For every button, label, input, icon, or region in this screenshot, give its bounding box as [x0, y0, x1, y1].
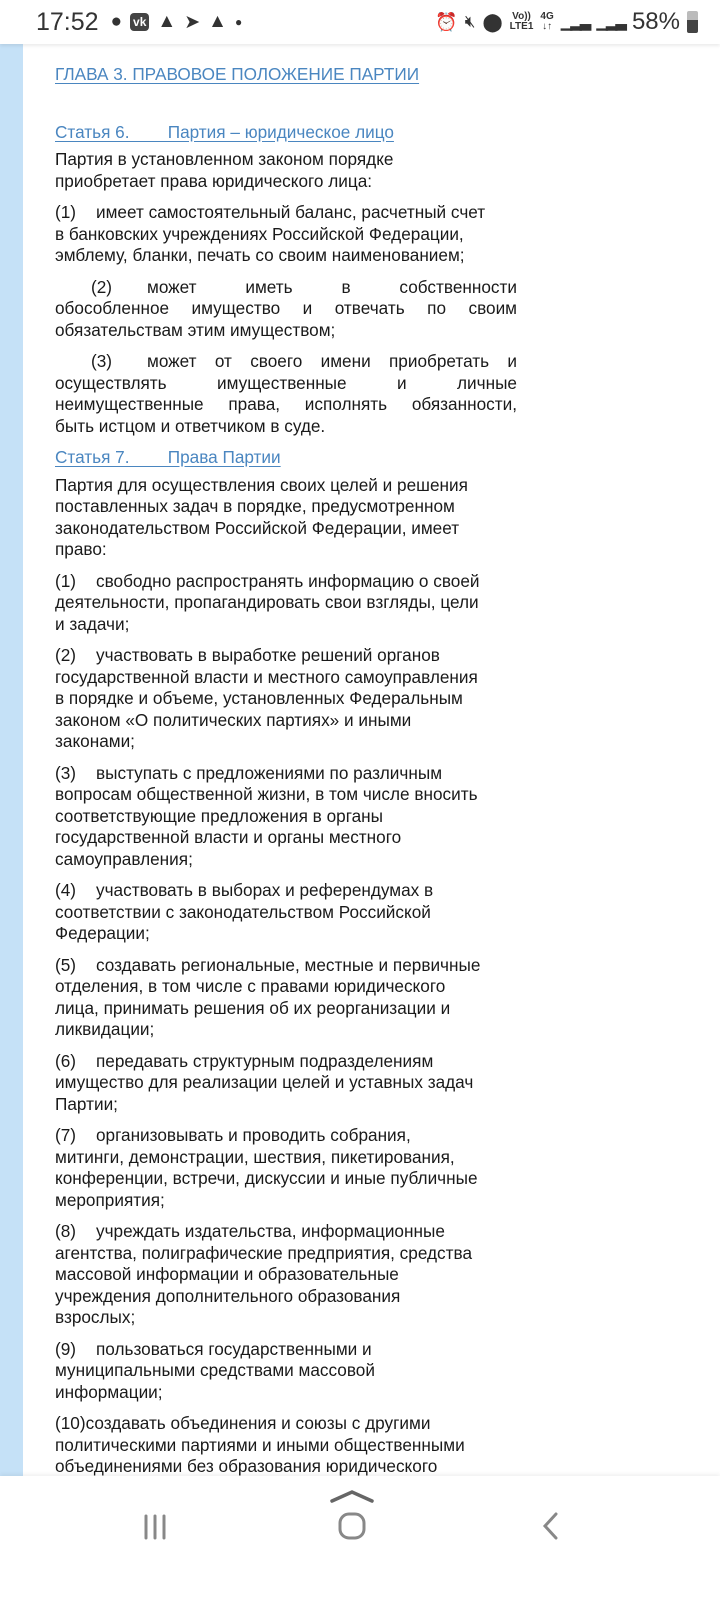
text-line: Партия для осуществления своих целей и решения: [55, 474, 468, 495]
paragraph: [55, 475, 517, 561]
text-line: массовой информации и образовательные: [55, 1264, 399, 1284]
item-text: участвовать в выработке решений органов: [96, 645, 440, 665]
warning-icon: ▲: [208, 11, 227, 32]
list-item: [55, 1125, 517, 1211]
item-number: (3): [91, 351, 113, 371]
list-item: [55, 1221, 517, 1329]
text-line: взрослых;: [55, 1307, 136, 1327]
text-line: [55, 645, 517, 667]
item-number: (9): [55, 1338, 77, 1359]
text-line: поставленных задач в порядке, предусмотренном: [55, 496, 455, 516]
chapter-title-link[interactable]: ГЛАВА 3. ПРАВОВОЕ ПОЛОЖЕНИЕ ПАРТИИ: [55, 64, 420, 84]
expand-up-icon[interactable]: [328, 1488, 376, 1504]
item-text: учреждать издательства, информационные: [96, 1221, 445, 1241]
list-item: [55, 880, 517, 945]
text-line: лица, принимать решения об их реорганизации и: [55, 997, 451, 1018]
text-line: [55, 277, 517, 299]
item-text: выступать с предложениями по различным: [96, 762, 443, 783]
signal-icon: ▁▂▃: [596, 14, 625, 31]
text-line: и задачи;: [55, 613, 130, 634]
text-line: [55, 1221, 517, 1243]
item-number: (2): [91, 276, 113, 297]
text-line: Партия в установленном законом порядке: [55, 149, 394, 169]
text-line: законами;: [55, 731, 135, 751]
text-line: приобретает права юридического лица:: [55, 170, 373, 191]
back-button[interactable]: [538, 1510, 562, 1542]
item-number: (5): [55, 954, 77, 975]
list-item: [55, 645, 517, 753]
list-item: [55, 763, 517, 871]
item-number: (3): [55, 762, 77, 783]
volte-indicator: Vo)) LTE1: [509, 11, 534, 32]
item-number: (8): [55, 1221, 77, 1241]
text-line: государственной власти и органы местного: [55, 827, 402, 847]
warning-icon: ▲: [157, 11, 177, 32]
item-text: свободно распространять информацию о своей: [96, 570, 480, 591]
item-number: (10): [55, 1413, 86, 1433]
text-line: отделения, в том числе с правами юридического: [55, 976, 446, 996]
item-number: (1): [55, 570, 77, 591]
list-item: [55, 571, 517, 636]
text-line: Федерации;: [55, 923, 150, 943]
item-text: имеет самостоятельный баланс, расчетный счет: [96, 202, 486, 222]
text-line: быть истцом и ответчиком в суде.: [55, 415, 326, 436]
article-6-body: [55, 149, 517, 437]
article-7-title-link[interactable]: Статья 7. Права Партии: [55, 447, 281, 467]
text-line: информации;: [55, 1381, 163, 1402]
item-text: создавать объединения и союзы с другими: [85, 1413, 431, 1433]
telegram-icon: ➤: [184, 11, 201, 33]
text-line: митинги, демонстрации, шествия, пикетирования,: [55, 1146, 455, 1167]
text-line: [55, 1125, 517, 1147]
home-button[interactable]: [336, 1510, 368, 1542]
text-line: учреждения дополнительного образования: [55, 1285, 401, 1306]
text-line: обязательствам этим имуществом;: [55, 319, 336, 340]
navigation-bar: [0, 1476, 720, 1600]
text-line: муниципальными средствами массовой: [55, 1360, 375, 1380]
text-line: вопросам общественной жизни, в том числе вносить: [55, 784, 478, 804]
item-text: участвовать в выборах и референдумах в: [96, 880, 434, 900]
item-text: создавать региональные, местные и первичные: [96, 954, 481, 975]
message-icon: ●: [110, 11, 123, 32]
text-line: соответствующие предложения в органы: [55, 805, 383, 826]
article-7-body: [55, 475, 517, 1500]
text-line: законодательством Российской Федерации, имеет: [55, 517, 460, 538]
item-number: (1): [55, 202, 77, 222]
document-content[interactable]: [55, 62, 517, 1476]
list-item: [55, 1339, 517, 1404]
list-item: [55, 351, 517, 437]
text-line: мероприятия;: [55, 1189, 165, 1210]
text-line: самоуправления;: [55, 848, 193, 869]
text-line: [55, 1413, 517, 1435]
text-line: Партии;: [55, 1093, 118, 1114]
text-line: соответствии с законодательством Российской: [55, 901, 431, 922]
network-indicator: 4G ↓↑: [540, 11, 554, 32]
paragraph: [55, 149, 517, 192]
article-6-title-link[interactable]: Статья 6. Партия – юридическое лицо: [55, 121, 394, 142]
vk-icon: vk: [130, 13, 149, 31]
status-bar: [0, 0, 720, 44]
text-line: политическими партиями и иными общественными: [55, 1434, 465, 1455]
item-text: передавать структурным подразделениям: [96, 1050, 434, 1071]
text-line: эмблему, бланки, печать со своим наименованием;: [55, 245, 465, 265]
location-icon: ⬤: [482, 11, 503, 32]
battery-percent: 58%: [631, 8, 680, 35]
battery-icon: [687, 11, 698, 33]
item-text: пользоваться государственными и: [96, 1338, 372, 1359]
text-line: в банковских учреждениях Российской Федерации,: [55, 223, 464, 244]
text-line: [55, 880, 517, 902]
list-item: [55, 1051, 517, 1116]
item-number: (2): [55, 645, 77, 665]
text-line: право:: [55, 539, 107, 559]
text-line: имущество для реализации целей и уставных задач: [55, 1072, 474, 1092]
item-number: (4): [55, 880, 77, 900]
text-line: конференции, встречи, дискуссии и иные публичные: [55, 1168, 478, 1188]
list-item: [55, 955, 517, 1041]
recent-apps-button[interactable]: [140, 1512, 170, 1542]
list-item: [55, 202, 517, 267]
text-line: объединениями без образования юридического: [55, 1456, 438, 1476]
text-line: осуществлять имущественные и личные: [55, 372, 517, 393]
item-text: может иметь в собственности: [147, 276, 517, 297]
text-line: деятельности, пропагандировать свои взгляды, цели: [55, 592, 479, 612]
signal-icon: ▁▂▃: [560, 14, 590, 31]
text-line: [55, 1051, 517, 1073]
text-line: [55, 955, 517, 977]
text-line: [55, 571, 517, 593]
text-line: [55, 202, 517, 224]
item-text: организовывать и проводить собрания,: [96, 1125, 411, 1145]
side-margin-strip: [0, 44, 23, 1476]
item-number: (7): [55, 1125, 77, 1145]
text-line: обособленное имущество и отвечать по своим: [55, 298, 517, 318]
mute-icon: 🔇︎: [464, 12, 476, 31]
text-line: [55, 1339, 517, 1361]
text-line: ликвидации;: [55, 1019, 155, 1039]
item-text: может от своего имени приобретать и: [147, 351, 517, 371]
text-line: агентства, полиграфические предприятия, средства: [55, 1242, 473, 1263]
text-line: неимущественные права, исполнять обязанности,: [55, 394, 517, 414]
text-line: [55, 763, 517, 785]
alarm-icon: ⏰: [435, 11, 458, 32]
text-line: государственной власти и местного самоуправления: [55, 666, 478, 687]
text-line: в порядке и объеме, установленных Федеральным: [55, 688, 463, 708]
text-line: законом «О политических партиях» и иными: [55, 709, 412, 730]
list-item: [55, 277, 517, 342]
status-time: 17:52: [36, 7, 99, 36]
more-notifications-dot-icon: ●: [234, 15, 243, 29]
text-line: [55, 351, 517, 373]
item-number: (6): [55, 1050, 77, 1071]
